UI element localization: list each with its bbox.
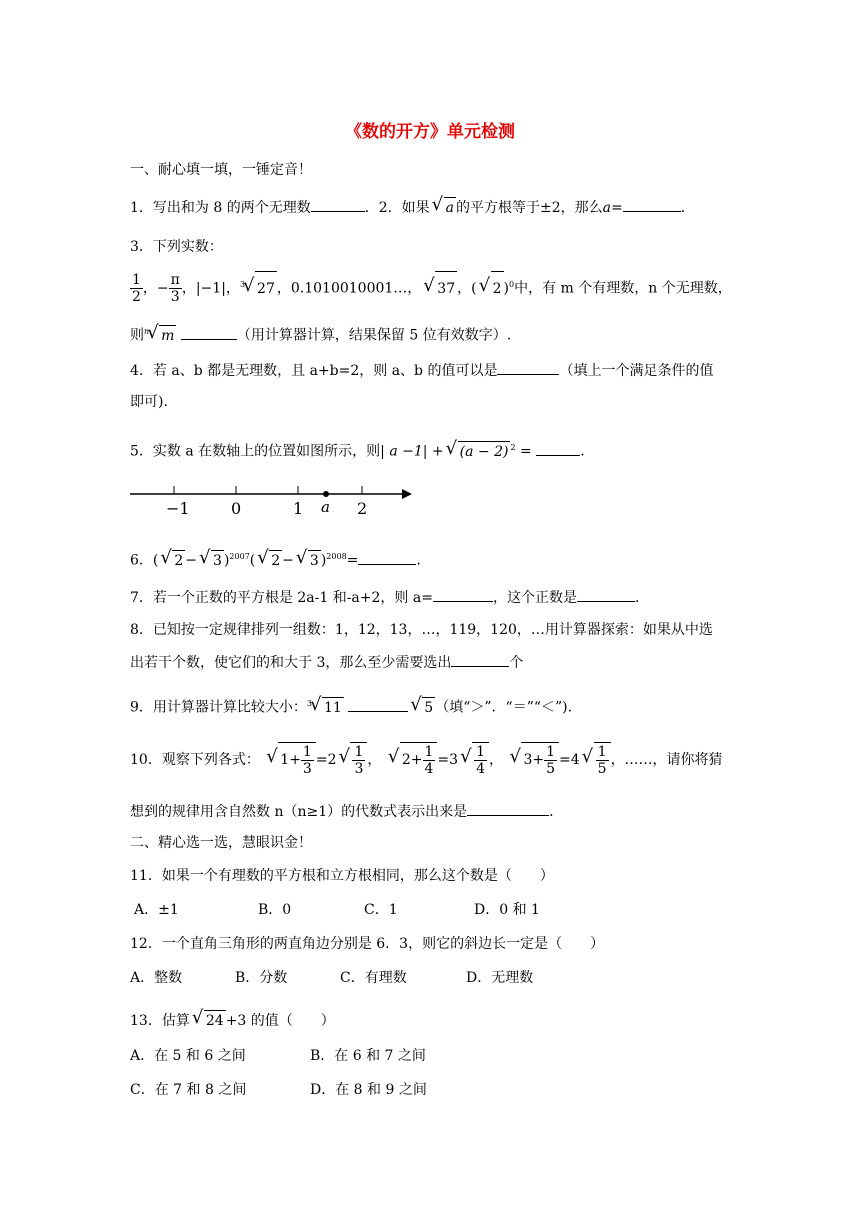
- option-b[interactable]: B．在 6 和 7 之间: [310, 1048, 426, 1064]
- answer-blank: [348, 697, 408, 712]
- label-a: a: [321, 498, 330, 516]
- question-12: 12．一个直角三角形的两直角边分别是 6．3，则它的斜边长一定是（ ）: [130, 936, 605, 952]
- answer-blank: [358, 550, 416, 565]
- answer-blank: [536, 441, 580, 456]
- question-8-line2: 出若干个数，使它们的和大于 3，那么至少需要选出 个: [130, 652, 523, 673]
- answer-blank: [577, 587, 635, 602]
- option-c[interactable]: C．在 7 和 8 之间: [130, 1082, 247, 1098]
- question-7: 7．若一个正数的平方根是 2a-1 和-a+2，则 a= ，这个正数是 .: [130, 587, 639, 608]
- question-6: 6．(√ 2 −√ 3 )$^{2007}$(√ 2 −√ 3 )$^{2008}$= .: [130, 547, 421, 571]
- question-5: 5．实数 a 在数轴上的位置如图所示，则| a −1| +√ (a − 2) $^2$ = .: [130, 438, 585, 462]
- question-3-heading: 3．下列实数：: [130, 239, 223, 255]
- label-1: 1: [293, 499, 304, 518]
- number-line-arrow: [402, 489, 412, 499]
- answer-blank: [497, 360, 559, 375]
- answer-blank: [181, 325, 237, 340]
- option-c[interactable]: C．1: [364, 902, 398, 918]
- question-13-options-row2: [130, 1080, 427, 1100]
- question-10-line2: 想到的规律用含自然数 n（n≥1）的代数式表示出来是 .: [130, 801, 554, 822]
- answer-blank: [623, 197, 681, 212]
- question-3-list: $\frac{1}{2}$ ，− $\frac{\pi}{3}$ ，|−1|，$^3$√ 27 ，0.1010010001…，√ 37 ，(√ 2 )$^0$中，有 m 个有理数，n 个无理数，: [130, 268, 732, 306]
- answer-blank: [451, 652, 509, 667]
- label-0: 0: [231, 499, 242, 518]
- label-2: 2: [357, 499, 368, 518]
- point-a: [323, 491, 329, 497]
- document-title: 《数的开方》单元检测: [345, 122, 515, 142]
- question-4-line2: 即可).: [130, 394, 168, 410]
- question-13: 13．估算√ 24 +3 的值（ ）: [130, 1010, 335, 1031]
- answer-blank: [311, 197, 365, 212]
- question-11: 11．如果一个有理数的平方根和立方根相同，那么这个数是（ ）: [130, 868, 554, 884]
- option-a[interactable]: A．±1: [134, 902, 179, 918]
- option-d[interactable]: D．0 和 1: [474, 902, 540, 918]
- question-9: 9．用计算器计算比较大小：$^3$√ 11 √ 5 （填“＞”．“＝”“＜”).: [130, 694, 572, 718]
- answer-blank: [433, 587, 493, 602]
- question-11-options: [134, 900, 540, 920]
- section-1-heading: 一、耐心填一填，一锤定音！: [130, 162, 312, 178]
- question-8-line1: 8．已知按一定规律排列一组数：1，12，13，…，119，120，…用计算器探索：如果从中选: [130, 622, 713, 638]
- number-line-figure: [130, 480, 420, 520]
- question-3-line3: 则$^n$√ m （用计算器计算，结果保留 5 位有效数字）.: [130, 322, 511, 346]
- label-minus-1: −1: [166, 499, 190, 518]
- option-d[interactable]: D．在 8 和 9 之间: [310, 1082, 427, 1098]
- option-b[interactable]: B．分数: [235, 970, 288, 986]
- question-1-2: 1．写出和为 8 的两个无理数 ．2．如果√ a 的平方根等于±2，那么a= ．: [130, 197, 695, 218]
- section-2-heading: 二、精心选一选，慧眼识金！: [130, 835, 312, 851]
- option-a[interactable]: A．整数: [130, 970, 183, 986]
- option-d[interactable]: D．无理数: [466, 970, 534, 986]
- question-12-options: [130, 968, 533, 988]
- question-4-line1: 4．若 a、b 都是无理数，且 a+b=2，则 a、b 的值可以是 （填上一个满足条件的值: [130, 360, 713, 381]
- question-13-options-row1: [130, 1046, 426, 1066]
- option-a[interactable]: A．在 5 和 6 之间: [130, 1048, 246, 1064]
- answer-blank: [467, 801, 549, 816]
- question-10-line1: 10．观察下列各式： √ 1+ $\frac{1}{3}$ =2 √ $\frac{1}{3}$ ， √ 2+ $\frac{1}{4}$ =3 √ $\frac{1}{4}$ ， √ 3+ $\frac{1}{5}$ =4 √ $\frac{1}{5}$ ，……，请你将猜: [130, 742, 723, 777]
- option-b[interactable]: B．0: [258, 902, 292, 918]
- option-c[interactable]: C．有理数: [340, 970, 407, 986]
